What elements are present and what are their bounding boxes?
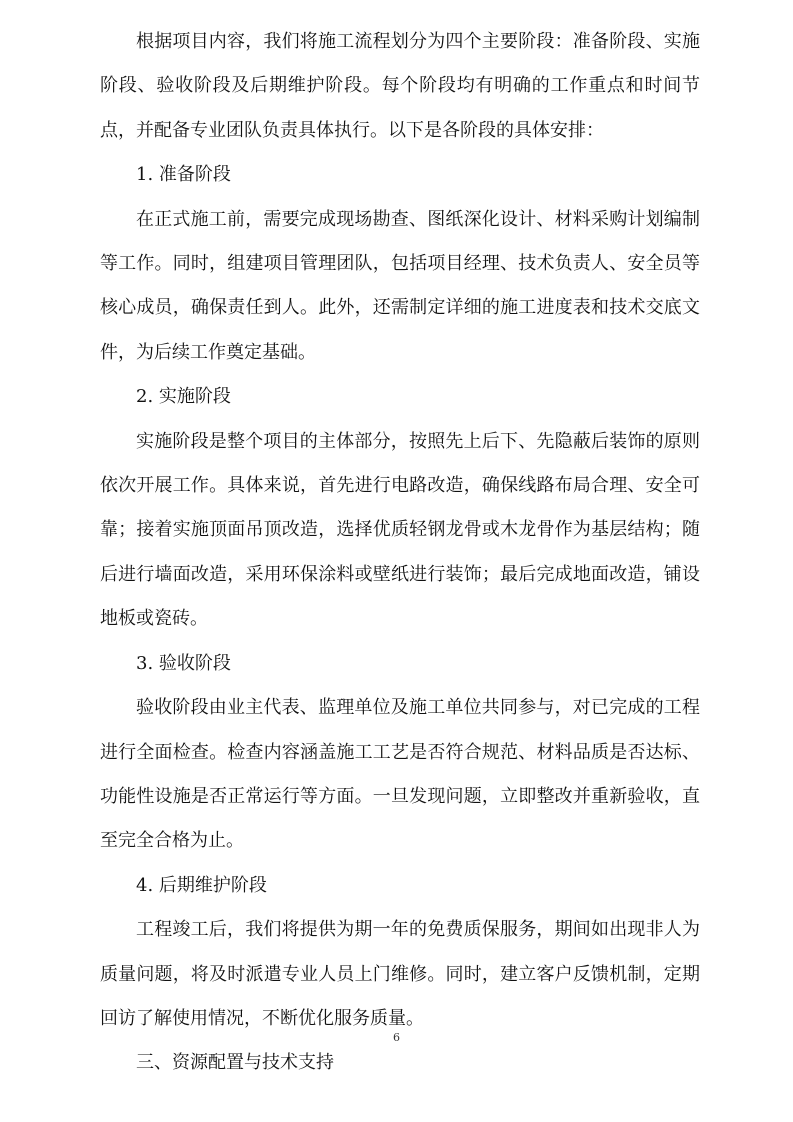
page-number: 6 (393, 1031, 400, 1044)
heading-acceptance-stage: 3. 验收阶段 (136, 652, 231, 674)
heading-preparation-stage: 1. 准备阶段 (136, 164, 231, 186)
maintenance-paragraph: 工程竣工后，我们将提供为期一年的免费质保服务，期间如出现非人为质量问题，将及时派遣专业人员上门维修。同时，建立客户反馈机制，定期回访了解使用情况，不断优化服务质量。 (100, 919, 700, 1029)
heading-implementation-stage: 2. 实施阶段 (136, 386, 231, 408)
acceptance-paragraph: 验收阶段由业主代表、监理单位及施工单位共同参与，对已完成的工程进行全面检查。检查内容涵盖施工工艺是否符合规范、材料品质是否达标、功能性设施是否正常运行等方面。一旦发现问题，立即整改并重新验收，直至完全合格为止。 (100, 697, 700, 852)
preparation-paragraph: 在正式施工前，需要完成现场勘查、图纸深化设计、材料采购计划编制等工作。同时，组建项目管理团队，包括项目经理、技术负责人、安全员等核心成员，确保责任到人。此外，还需制定详细的施工进度表和技术交底文件，为后续工作奠定基础。 (100, 208, 700, 363)
intro-paragraph: 根据项目内容，我们将施工流程划分为四个主要阶段：准备阶段、实施阶段、验收阶段及后期维护阶段。每个阶段均有明确的工作重点和时间节点，并配备专业团队负责具体执行。以下是各阶段的具体安排： (100, 31, 700, 141)
section-heading-resources: 三、资源配置与技术支持 (136, 1052, 334, 1074)
implementation-paragraph: 实施阶段是整个项目的主体部分，按照先上后下、先隐蔽后装饰的原则依次开展工作。具体来说，首先进行电路改造，确保线路布局合理、安全可靠；接着实施顶面吊顶改造，选择优质轻钢龙骨或木龙骨作为基层结构；随后进行墙面改造，采用环保涂料或壁纸进行装饰；最后完成地面改造，铺设地板或瓷砖。 (100, 430, 700, 630)
body-text (100, 20, 700, 1086)
heading-maintenance-stage: 4. 后期维护阶段 (136, 874, 267, 896)
